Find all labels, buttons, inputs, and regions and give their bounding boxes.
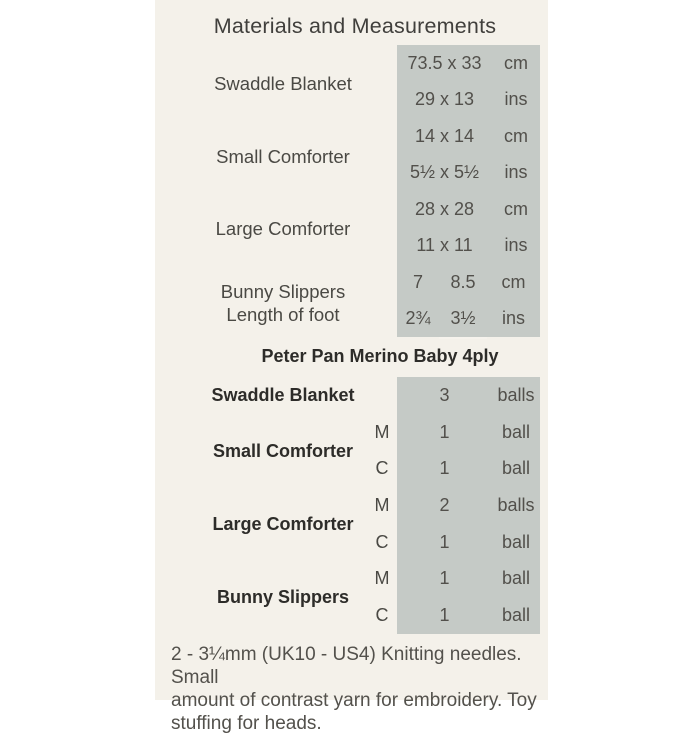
yarn-quantity: 1 [439,421,450,442]
measure-label-bunny-slippers [169,280,397,326]
yarn-quantity: 2 [439,494,450,515]
table-row [397,155,540,192]
measure-label-swaddle-blanket: Swaddle Blanket [214,73,352,94]
materials-notes [171,643,541,735]
yarn-unit: ball [501,531,531,552]
table-row [367,560,540,597]
measure-size1: 2¾ [405,308,431,329]
yarn-heading: Peter Pan Merino Baby 4ply [261,346,499,366]
table-row [367,524,540,561]
measure-value: 11 x 11 [416,235,473,256]
measure-value: 29 x 13 [414,89,475,110]
measure-unit: ins [504,89,528,110]
measure-unit: cm [501,271,526,292]
measure-value: 73.5 x 33 [407,52,482,73]
yarn-colorway: C [375,531,389,552]
yarn-quantity: 1 [439,531,450,552]
measure-size1: 7 [412,271,423,292]
table-row [397,82,540,119]
yarn-quantity: 1 [439,458,450,479]
yarn-quantity: 1 [439,568,450,589]
yarn-unit: ball [501,458,531,479]
table-row [367,597,540,634]
notes-line: stuffing for heads. [171,713,322,734]
yarn-unit: ball [501,568,531,589]
table-row [367,377,540,414]
yarn-colorway: C [375,604,389,625]
yarn-quantity: 1 [439,604,450,625]
measurements-table [397,45,540,337]
measure-label-small-comforter: Small Comforter [216,146,350,167]
yarn-unit: ball [501,604,531,625]
table-row [367,450,540,487]
measure-size2: 3½ [450,308,476,329]
measure-value: 28 x 28 [414,198,475,219]
measure-unit: ins [504,162,528,183]
notes-line: 2 - 3¼mm (UK10 - US4) Knitting needles. Small [171,644,522,688]
yarn-unit: balls [497,384,535,405]
yarn-colorway: M [374,494,390,515]
yarn-label-swaddle-blanket: Swaddle Blanket [211,385,355,405]
yarn-label-bunny-slippers: Bunny Slippers [216,587,350,607]
yarn-colorway: M [374,421,390,442]
measure-value: 5½ x 5½ [409,162,480,183]
measure-label-bunny-line2: Length of foot [226,304,340,325]
yarn-unit: balls [497,494,535,515]
pattern-page [155,0,548,734]
table-row [397,118,540,155]
measure-value: 14 x 14 [414,125,475,146]
page-title: Materials and Measurements [213,14,497,38]
notes-line: amount of contrast yarn for embroidery. Toy [171,690,537,711]
yarn-label-small-comforter: Small Comforter [212,441,354,461]
table-row [397,264,540,301]
measure-unit: ins [504,235,528,256]
yarn-colorway: M [374,568,390,589]
table-row [397,45,540,82]
yarn-unit: ball [501,421,531,442]
measure-unit: cm [504,125,528,146]
measure-size2: 8.5 [450,271,476,292]
yarn-colorway: C [375,458,389,479]
table-row [367,487,540,524]
table-row [397,228,540,265]
measure-label-bunny-line1: Bunny Slippers [220,281,346,302]
measure-unit: cm [504,198,528,219]
yarn-table [367,377,540,634]
measure-label-large-comforter: Large Comforter [215,218,351,239]
yarn-quantity: 3 [439,384,450,405]
yarn-label-large-comforter: Large Comforter [212,514,354,534]
table-row [367,414,540,451]
table-row [397,191,540,228]
measure-unit: ins [501,308,525,329]
measure-unit: cm [504,52,528,73]
table-row [397,301,540,338]
